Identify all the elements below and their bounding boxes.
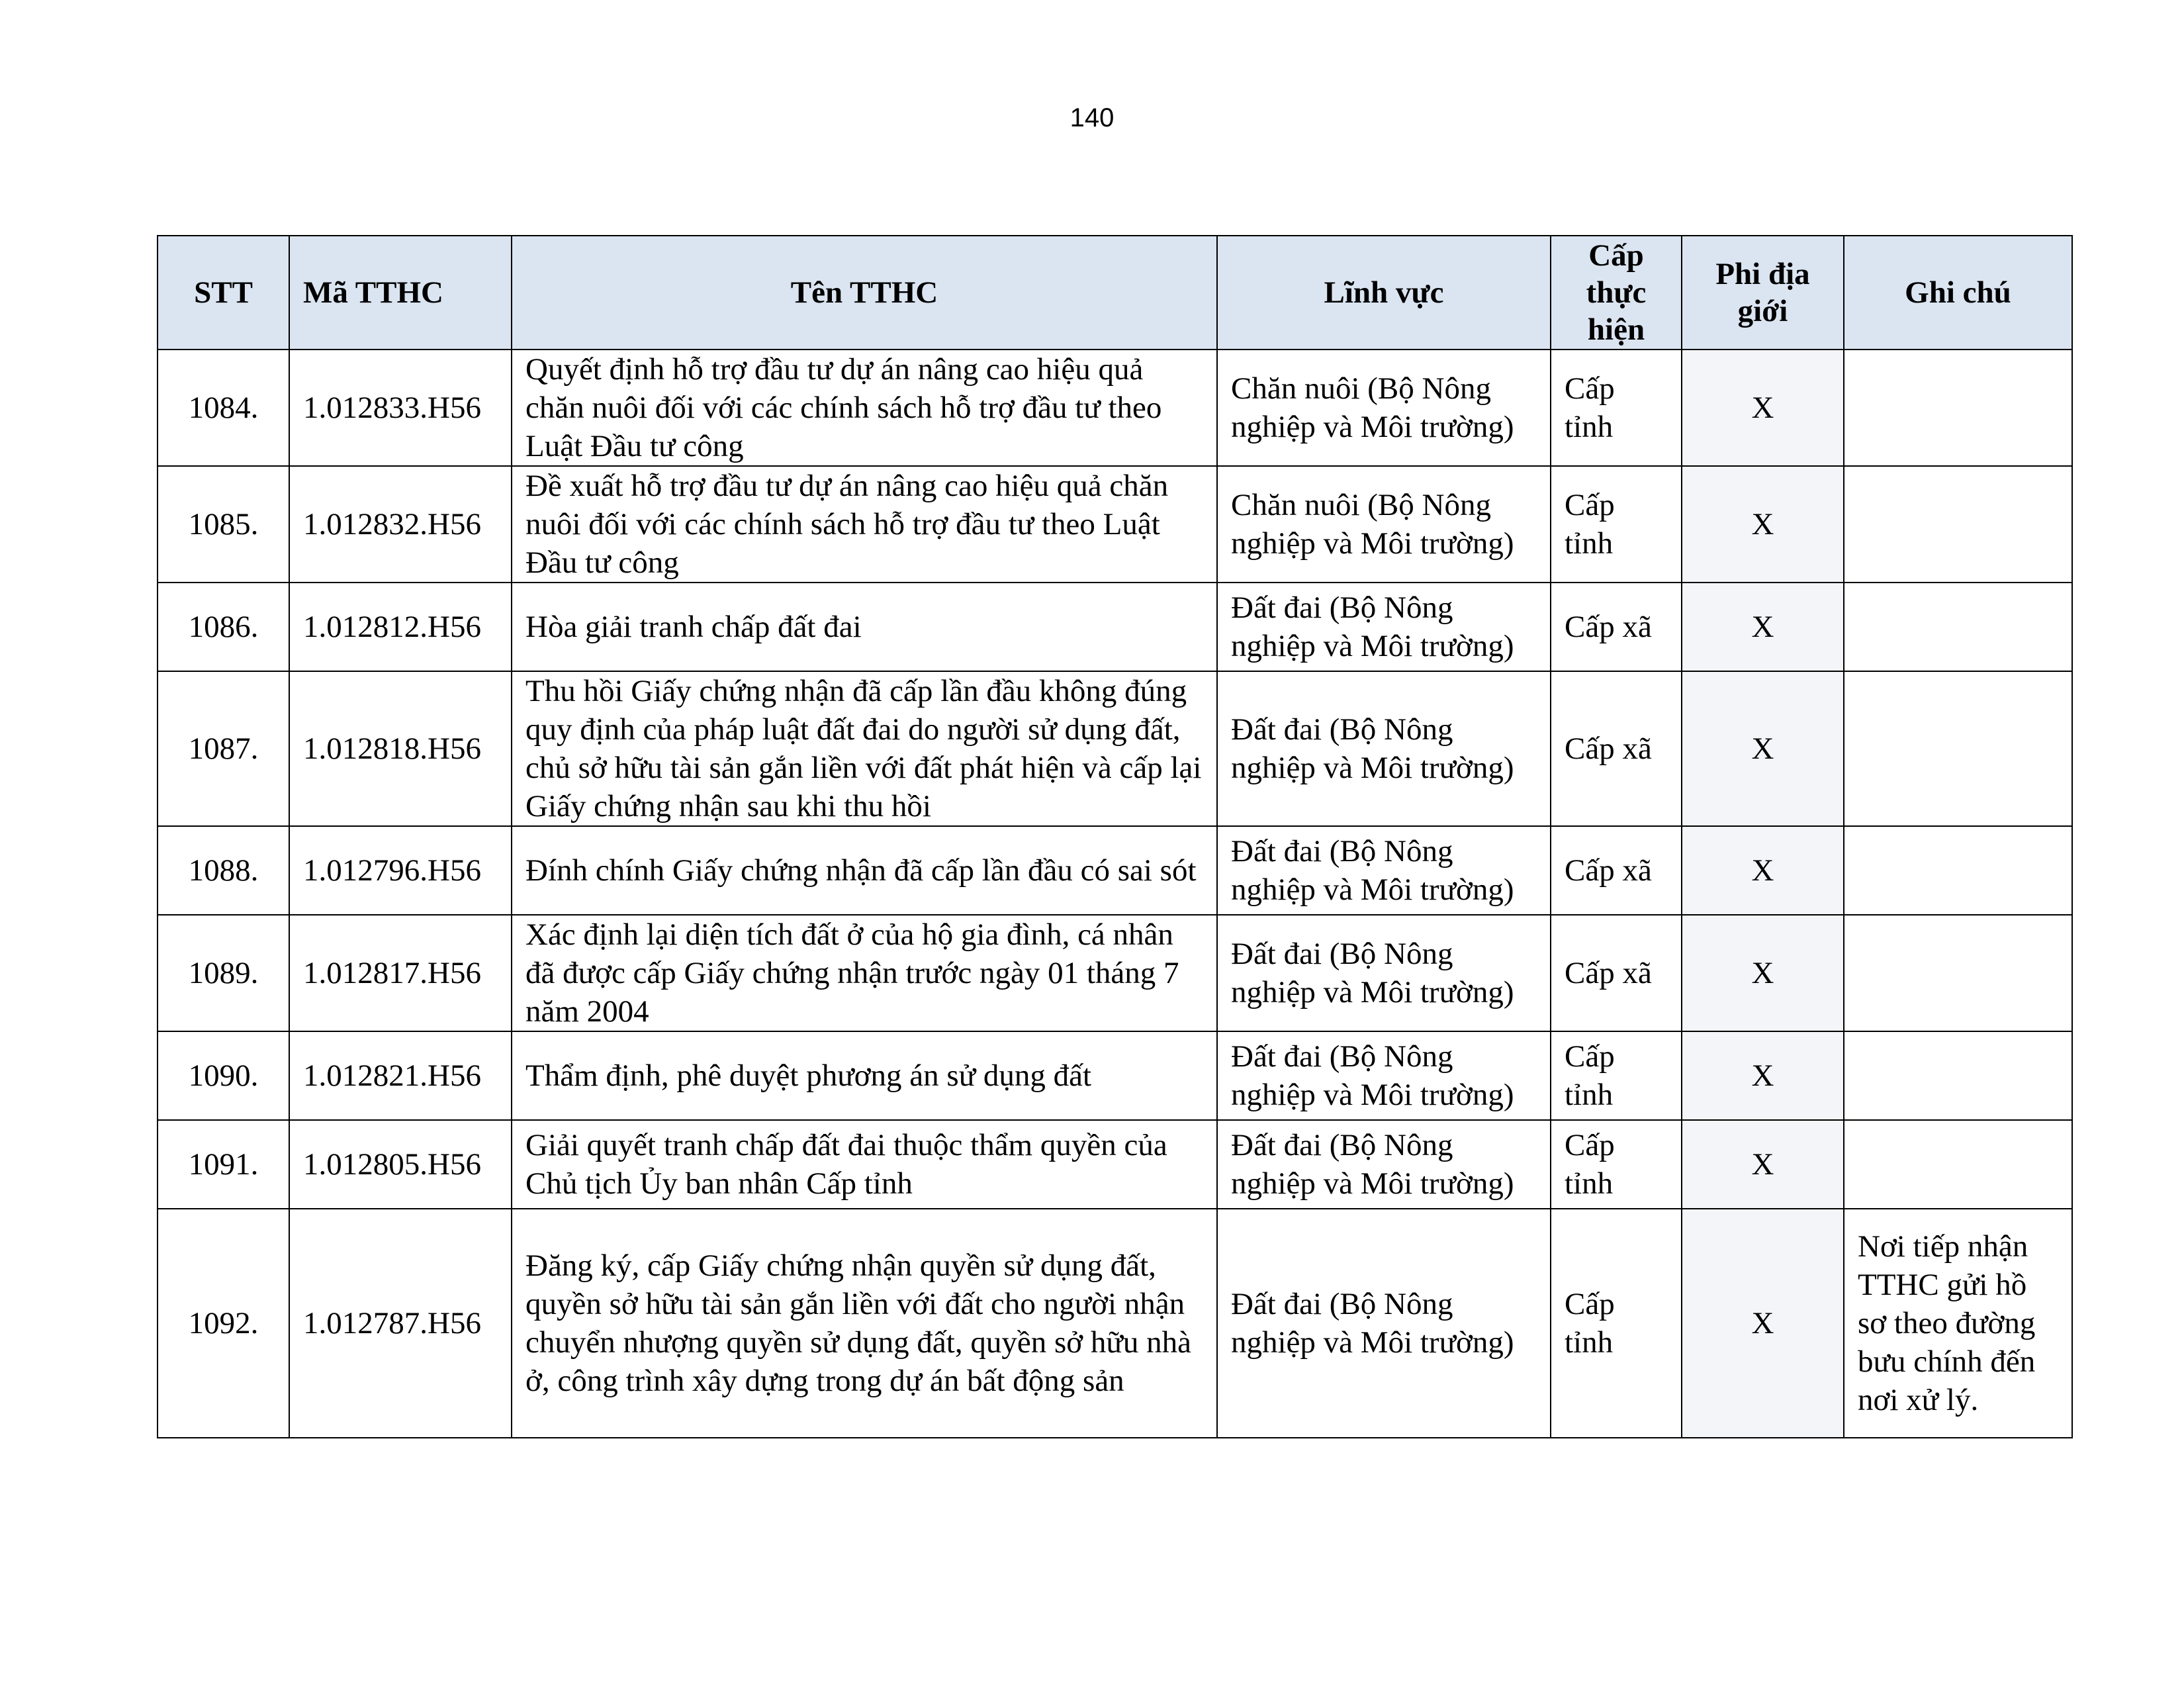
table-row xyxy=(158,1120,2072,1209)
cell-linh-vuc: Đất đai (Bộ Nông nghiệp và Môi trường) xyxy=(1217,583,1551,671)
cell-ma-tthc: 1.012817.H56 xyxy=(289,915,512,1031)
header-stt: STT xyxy=(158,236,289,350)
cell-ten-tthc: Thẩm định, phê duyệt phương án sử dụng đất xyxy=(512,1031,1217,1120)
cell-ma-tthc: 1.012821.H56 xyxy=(289,1031,512,1120)
header-linh-vuc: Lĩnh vực xyxy=(1217,236,1551,350)
cell-stt: 1092. xyxy=(158,1209,289,1438)
cell-cap-thuc-hien: Cấp xã xyxy=(1551,826,1682,915)
cell-cap-thuc-hien: Cấp xã xyxy=(1551,671,1682,826)
cell-linh-vuc: Đất đai (Bộ Nông nghiệp và Môi trường) xyxy=(1217,671,1551,826)
cell-ghi-chu xyxy=(1844,350,2072,466)
cell-stt: 1089. xyxy=(158,915,289,1031)
cell-linh-vuc: Đất đai (Bộ Nông nghiệp và Môi trường) xyxy=(1217,1209,1551,1438)
cell-cap-thuc-hien: Cấp tỉnh xyxy=(1551,1209,1682,1438)
cell-stt: 1091. xyxy=(158,1120,289,1209)
cell-ten-tthc: Thu hồi Giấy chứng nhận đã cấp lần đầu không đúng quy định của pháp luật đất đai do người sử dụng đất, chủ sở hữu tài sản gắn liền với đất phát hiện và cấp lại Giấy chứng nhận sau khi thu hồi xyxy=(512,671,1217,826)
cell-phi-dia-gioi: X xyxy=(1682,671,1844,826)
cell-ghi-chu xyxy=(1844,1120,2072,1209)
cell-stt: 1087. xyxy=(158,671,289,826)
cell-ma-tthc: 1.012812.H56 xyxy=(289,583,512,671)
cell-ghi-chu: Nơi tiếp nhận TTHC gửi hồ sơ theo đường bưu chính đến nơi xử lý. xyxy=(1844,1209,2072,1438)
table-row xyxy=(158,466,2072,583)
cell-ghi-chu xyxy=(1844,915,2072,1031)
cell-phi-dia-gioi: X xyxy=(1682,466,1844,583)
cell-stt: 1086. xyxy=(158,583,289,671)
cell-phi-dia-gioi: X xyxy=(1682,1209,1844,1438)
cell-ma-tthc: 1.012832.H56 xyxy=(289,466,512,583)
cell-cap-thuc-hien: Cấp xã xyxy=(1551,583,1682,671)
table-row xyxy=(158,583,2072,671)
cell-cap-thuc-hien: Cấp xã xyxy=(1551,915,1682,1031)
cell-ten-tthc: Xác định lại diện tích đất ở của hộ gia đình, cá nhân đã được cấp Giấy chứng nhận trước ngày 01 tháng 7 năm 2004 xyxy=(512,915,1217,1031)
cell-ma-tthc: 1.012818.H56 xyxy=(289,671,512,826)
cell-ten-tthc: Đính chính Giấy chứng nhận đã cấp lần đầu có sai sót xyxy=(512,826,1217,915)
cell-ma-tthc: 1.012805.H56 xyxy=(289,1120,512,1209)
cell-phi-dia-gioi: X xyxy=(1682,1031,1844,1120)
table-row xyxy=(158,826,2072,915)
table-row xyxy=(158,1209,2072,1438)
cell-ma-tthc: 1.012796.H56 xyxy=(289,826,512,915)
cell-ghi-chu xyxy=(1844,1031,2072,1120)
cell-ma-tthc: 1.012787.H56 xyxy=(289,1209,512,1438)
cell-ghi-chu xyxy=(1844,826,2072,915)
cell-linh-vuc: Đất đai (Bộ Nông nghiệp và Môi trường) xyxy=(1217,1031,1551,1120)
cell-ten-tthc: Đăng ký, cấp Giấy chứng nhận quyền sử dụng đất, quyền sở hữu tài sản gắn liền với đất cho người nhận chuyển nhượng quyền sử dụng đất, quyền sở hữu nhà ở, công trình xây dựng trong dự án bất động sản xyxy=(512,1209,1217,1438)
cell-phi-dia-gioi: X xyxy=(1682,915,1844,1031)
header-ma-tthc: Mã TTHC xyxy=(289,236,512,350)
cell-ma-tthc: 1.012833.H56 xyxy=(289,350,512,466)
cell-ten-tthc: Hòa giải tranh chấp đất đai xyxy=(512,583,1217,671)
cell-phi-dia-gioi: X xyxy=(1682,1120,1844,1209)
table-row xyxy=(158,1031,2072,1120)
cell-linh-vuc: Chăn nuôi (Bộ Nông nghiệp và Môi trường) xyxy=(1217,466,1551,583)
procedures-table xyxy=(157,235,2073,1438)
header-phi-dia-gioi: Phi địa giới xyxy=(1682,236,1844,350)
cell-linh-vuc: Đất đai (Bộ Nông nghiệp và Môi trường) xyxy=(1217,826,1551,915)
header-cap-thuc-hien: Cấp thực hiện xyxy=(1551,236,1682,350)
table-row xyxy=(158,671,2072,826)
header-ten-tthc: Tên TTHC xyxy=(512,236,1217,350)
cell-cap-thuc-hien: Cấp tỉnh xyxy=(1551,1120,1682,1209)
cell-phi-dia-gioi: X xyxy=(1682,583,1844,671)
cell-stt: 1090. xyxy=(158,1031,289,1120)
cell-linh-vuc: Chăn nuôi (Bộ Nông nghiệp và Môi trường) xyxy=(1217,350,1551,466)
cell-stt: 1084. xyxy=(158,350,289,466)
cell-ghi-chu xyxy=(1844,583,2072,671)
cell-ten-tthc: Giải quyết tranh chấp đất đai thuộc thẩm quyền của Chủ tịch Ủy ban nhân Cấp tỉnh xyxy=(512,1120,1217,1209)
cell-cap-thuc-hien: Cấp tỉnh xyxy=(1551,350,1682,466)
table-header-row xyxy=(158,236,2072,350)
cell-cap-thuc-hien: Cấp tỉnh xyxy=(1551,466,1682,583)
cell-ghi-chu xyxy=(1844,466,2072,583)
header-ghi-chu: Ghi chú xyxy=(1844,236,2072,350)
cell-linh-vuc: Đất đai (Bộ Nông nghiệp và Môi trường) xyxy=(1217,915,1551,1031)
cell-cap-thuc-hien: Cấp tỉnh xyxy=(1551,1031,1682,1120)
cell-stt: 1088. xyxy=(158,826,289,915)
cell-ghi-chu xyxy=(1844,671,2072,826)
cell-stt: 1085. xyxy=(158,466,289,583)
cell-linh-vuc: Đất đai (Bộ Nông nghiệp và Môi trường) xyxy=(1217,1120,1551,1209)
cell-ten-tthc: Đề xuất hỗ trợ đầu tư dự án nâng cao hiệu quả chăn nuôi đối với các chính sách hỗ trợ đầu tư theo Luật Đầu tư công xyxy=(512,466,1217,583)
cell-ten-tthc: Quyết định hỗ trợ đầu tư dự án nâng cao hiệu quả chăn nuôi đối với các chính sách hỗ trợ đầu tư theo Luật Đầu tư công xyxy=(512,350,1217,466)
table-row xyxy=(158,915,2072,1031)
table-row xyxy=(158,350,2072,466)
page-number: 140 xyxy=(1069,103,1115,132)
cell-phi-dia-gioi: X xyxy=(1682,350,1844,466)
cell-phi-dia-gioi: X xyxy=(1682,826,1844,915)
